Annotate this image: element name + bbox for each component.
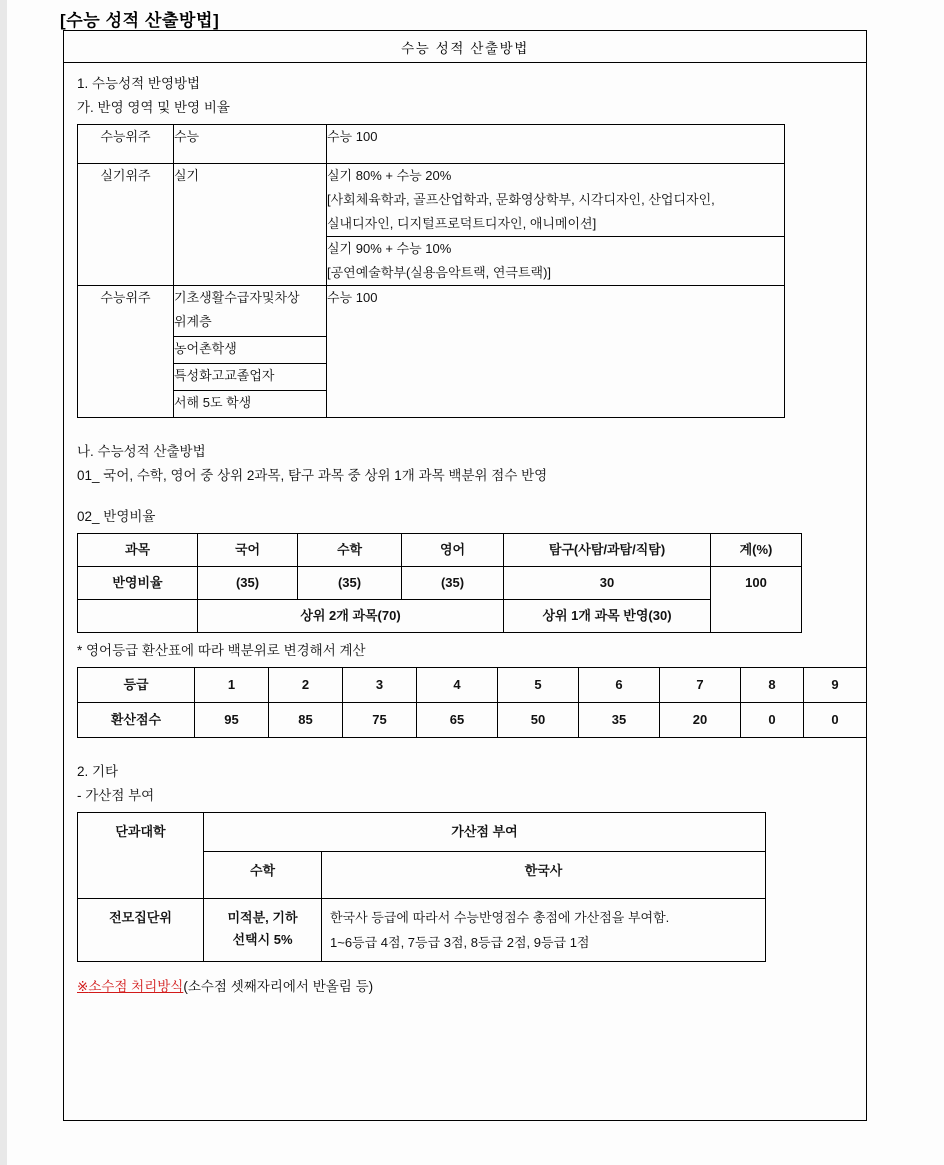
ratio-col-korean: 국어 <box>198 534 298 567</box>
grade-7: 7 <box>660 668 741 703</box>
english-grade-table <box>77 667 867 738</box>
ratio-val-total: 100 <box>711 567 802 633</box>
left-margin-strip <box>0 0 7 1165</box>
score-3: 75 <box>343 703 417 738</box>
table-row <box>78 567 802 600</box>
ratio-col-english: 영어 <box>402 534 504 567</box>
reflection-area-table <box>77 124 785 418</box>
silgi-80-depts-line1: [사회체육학과, 골프산업학과, 문화영상학부, 시각디자인, 산업디자인, <box>327 192 715 207</box>
footnote-red-label: 소수점 처리방식 <box>88 979 184 994</box>
ratio-col-total: 계(%) <box>711 534 802 567</box>
bonus-math-cell <box>204 899 322 962</box>
cell-cat-rural: 농어촌학생 <box>174 337 327 364</box>
ratio-col-math: 수학 <box>298 534 402 567</box>
section1-subheading-a: 가. 반영 영역 및 반영 비율 <box>77 100 230 115</box>
bonus-points-table <box>77 812 766 962</box>
frame-header-title: 수능 성적 산출방법 <box>64 31 866 63</box>
bonus-history-line1: 한국사 등급에 따라서 수능반영점수 총점에 가산점을 부여함. <box>330 910 670 925</box>
ratio-val-english: (35) <box>402 567 504 600</box>
grade-9: 9 <box>804 668 867 703</box>
grade-3: 3 <box>343 668 417 703</box>
footnote-mark: ※ <box>77 979 89 994</box>
table-row <box>78 286 785 337</box>
footnote-rest-text: (소수점 셋째자리에서 반올림 등) <box>183 979 374 994</box>
grade-4: 4 <box>417 668 498 703</box>
section1-item-02: 02_ 반영비율 <box>77 509 156 524</box>
score-row-label: 환산점수 <box>78 703 195 738</box>
ratio-merged-left: 상위 2개 과목(70) <box>198 600 504 633</box>
silgi-80-depts-line2: 실내디자인, 디지털프로덕트디자인, 애니메이션] <box>327 216 597 231</box>
cell-silgi-block2 <box>327 237 785 286</box>
ratio-table <box>77 533 802 633</box>
table-row <box>78 600 802 633</box>
bonus-subcol-math: 수학 <box>204 852 322 899</box>
table-row <box>78 534 802 567</box>
bonus-math-line1: 미적분, 기하 <box>227 910 298 925</box>
cell-type-suneung: 수능위주 <box>78 125 174 164</box>
cell-type-silgi: 실기위주 <box>78 164 174 286</box>
decimal-footnote <box>77 974 853 1000</box>
bonus-history-cell <box>322 899 766 962</box>
table-row <box>78 899 766 962</box>
score-7: 20 <box>660 703 741 738</box>
frame-body <box>64 63 866 1000</box>
cell-category-silgi: 실기 <box>174 164 327 286</box>
score-9: 0 <box>804 703 867 738</box>
section1-item-01: 01_ 국어, 수학, 영어 중 상위 2과목, 탐구 과목 중 상위 1개 과목 백분위 점수 반영 <box>77 468 548 483</box>
footnote-red-text <box>77 979 183 994</box>
score-2: 85 <box>269 703 343 738</box>
cat-line2: 위계층 <box>174 314 212 329</box>
table-row <box>78 164 785 237</box>
section2-heading: 2. 기타 <box>77 764 119 779</box>
ratio-merged-right: 상위 1개 과목 반영(30) <box>504 600 711 633</box>
grade-5: 5 <box>498 668 579 703</box>
cell-category-suneung: 수능 <box>174 125 327 164</box>
cell-cat-basic-livelihood <box>174 286 327 337</box>
silgi-90-line: 실기 90% + 수능 10% <box>327 241 452 256</box>
ratio-val-math: (35) <box>298 567 402 600</box>
table-row <box>78 703 867 738</box>
score-6: 35 <box>579 703 660 738</box>
section1-subheading-b: 나. 수능성적 산출방법 <box>77 444 206 459</box>
cell-detail-suneung: 수능 100 <box>327 125 785 164</box>
grade-2: 2 <box>269 668 343 703</box>
cell-detail-suneung2: 수능 100 <box>327 286 785 418</box>
cell-cat-seohae: 서해 5도 학생 <box>174 391 327 418</box>
ratio-val-exploration: 30 <box>504 567 711 600</box>
ratio-col-subject: 과목 <box>78 534 198 567</box>
grade-6: 6 <box>579 668 660 703</box>
section2-subheading: - 가산점 부여 <box>77 788 155 803</box>
grade-1: 1 <box>195 668 269 703</box>
ratio-row-label: 반영비율 <box>78 567 198 600</box>
section1-heading: 1. 수능성적 반영방법 <box>77 76 201 91</box>
ratio-val-korean: (35) <box>198 567 298 600</box>
ratio-col-exploration: 탐구(사탐/과탐/직탐) <box>504 534 711 567</box>
english-conversion-note: * 영어등급 환산표에 따라 백분위로 변경해서 계산 <box>77 643 366 658</box>
bonus-col-college: 단과대학 <box>78 813 204 899</box>
table-row <box>78 668 867 703</box>
score-1: 95 <box>195 703 269 738</box>
page-title: [수능 성적 산출방법] <box>60 11 220 30</box>
cell-cat-vocational: 특성화고교졸업자 <box>174 364 327 391</box>
cell-type-suneung2: 수능위주 <box>78 286 174 418</box>
cat-line1: 기초생활수급자및차상 <box>174 290 300 305</box>
bonus-math-line2: 선택시 5% <box>232 932 293 947</box>
cell-silgi-block1 <box>327 164 785 237</box>
silgi-80-line: 실기 80% + 수능 20% <box>327 168 452 183</box>
grade-row-label: 등급 <box>78 668 195 703</box>
document-frame <box>63 30 867 1121</box>
score-8: 0 <box>741 703 804 738</box>
grade-8: 8 <box>741 668 804 703</box>
table-row <box>78 813 766 852</box>
bonus-history-line2: 1~6등급 4점, 7등급 3점, 8등급 2점, 9등급 1점 <box>330 935 590 950</box>
bonus-row-label: 전모집단위 <box>78 899 204 962</box>
score-4: 65 <box>417 703 498 738</box>
bonus-subcol-history: 한국사 <box>322 852 766 899</box>
table-row <box>78 125 785 164</box>
score-5: 50 <box>498 703 579 738</box>
silgi-90-depts-line1: [공연예술학부(실용음악트랙, 연극트랙)] <box>327 265 552 280</box>
bonus-span-header: 가산점 부여 <box>204 813 766 852</box>
